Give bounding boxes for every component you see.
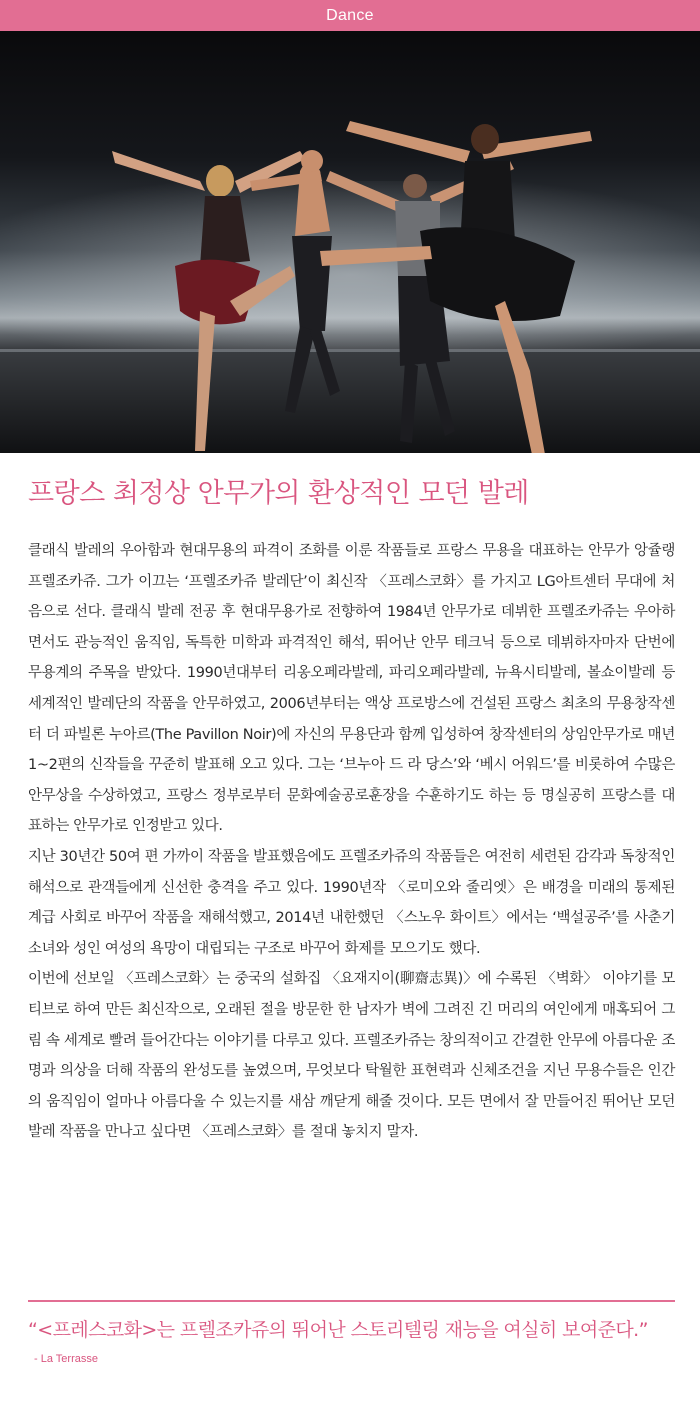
body-paragraph: 지난 30년간 50여 편 가까이 작품을 발표했음에도 프렐조카쥬의 작품들은 여전히 세련된 감각과 독창적인 해석으로 관객들에게 신선한 충격을 주고 있다. 1990년작 〈로미오와 줄리엣〉은 배경을 미래의 통제된 계급 사회로 바꾸어 작품을 재해석했고, 2014년 내한했던 〈스노우 화이트〉에서는 ‘백설공주’를 사춘기 소녀와 성인 여성의 욕망이 대립되는 구조로 바꾸어 화제를 모으기도 했다. (28, 848, 675, 957)
quote-source: - La Terrasse (34, 1353, 98, 1365)
section-label: Dance (326, 6, 374, 24)
article-headline: 프랑스 최정상 안무가의 환상적인 모던 발레 (28, 478, 529, 509)
body-paragraph: 이번에 선보일 〈프레스코화〉는 중국의 설화집 〈요재지이(聊齋志異)〉에 수록된 〈벽화〉 이야기를 모티브로 하여 만든 최신작으로, 오래된 절을 방문한 한 남자가 벽에 그려진 긴 머리의 여인에게 매혹되어 그림 속 세계로 빨려 들어간다는 이야기를 다루고 있다. 프렐조카쥬는 창의적이고 간결한 안무에 아름다운 조명과 의상을 더해 작품의 완성도를 높였으며, 무엇보다 탁월한 표현력과 신체조건을 지닌 무용수들은 인간의 움직임이 얼마나 아름다울 수 있는지를 새삼 깨닫게 해줄 것이다. 모든 면에서 잘 만들어진 뛰어난 모던 발레 작품을 만나고 싶다면 〈프레스코화〉를 절대 놓치지 말자. (28, 971, 675, 1141)
dance-photo (0, 31, 700, 453)
quote-divider (28, 1300, 675, 1302)
section-header-bar (0, 0, 700, 31)
dancers-illustration (0, 31, 700, 453)
article-body (28, 536, 675, 1148)
body-paragraph: 클래식 발레의 우아함과 현대무용의 파격이 조화를 이룬 작품들로 프랑스 무용을 대표하는 안무가 앙쥴랭 프렐조카쥬. 그가 이끄는 ‘프렐조카쥬 발레단’이 최신작 〈프레스코화〉를 가지고 LG아트센터 무대에 처음으로 선다. 클래식 발레 전공 후 현대무용가로 전향하여 1984년 안무가로 데뷔한 프렐조카쥬는 우아하면서도 관능적인 움직임, 독특한 미학과 파격적인 해석, 뛰어난 안무 테크닉 등으로 데뷔하자마자 단번에 무용계의 주목을 받았다. 1990년대부터 리옹오페라발레, 파리오페라발레, 뉴욕시티발레, 볼쇼이발레 등 세계적인 발레단의 작품을 안무하였고, 2006년부터는 액상 프로방스에 건설된 프랑스 최초의 무용창작센터 더 파빌론 누아르(The Pavillon Noir)에 자신의 무용단과 함께 입성하여 창작센터의 상임안무가로 매년 1~2편의 신작들을 꾸준히 발표해 오고 있다. 그는 ‘브누아 드 라 당스’와 ‘베시 어워드’를 비롯하여 수많은 안무상을 수상하였고, 프랑스 정부로부터 문화예술공로훈장을 수훈하기도 하는 등 명실공히 프랑스를 대표하는 안무가로 인정받고 있다. (28, 543, 675, 835)
pull-quote: “<프레스코화>는 프렐조카쥬의 뛰어난 스토리텔링 재능을 여실히 보여준다.” (28, 1319, 648, 1341)
